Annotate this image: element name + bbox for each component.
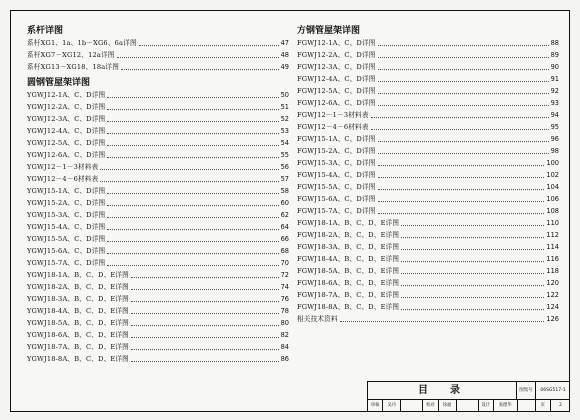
dot-leader [378, 105, 549, 106]
toc-entry-title: YGWJ15-3A、C、D详图 [27, 211, 106, 219]
toc-entry-page: 56 [280, 163, 289, 171]
dot-leader [378, 213, 545, 214]
toc-entry-title: YGWJ18-7A、B、C、D、E详图 [27, 343, 129, 351]
toc-entry [27, 329, 289, 341]
toc-entry [27, 61, 289, 73]
toc-entry-page: 54 [280, 139, 289, 147]
toc-entry-title: YGWJ15-4A、C、D详图 [27, 223, 106, 231]
toc-entry-title: FGWJ12－1－3材料表 [297, 111, 369, 119]
toc-entry-title: FGWJ18-3A、B、C、D、E详图 [297, 243, 400, 251]
toc-entry-page: 58 [280, 187, 289, 195]
toc-entry [27, 125, 289, 137]
toc-entry-title: YGWJ12-5A、C、D详图 [27, 139, 106, 147]
toc-entry-page: 98 [550, 147, 559, 155]
toc-entry-page: 49 [280, 63, 289, 71]
dot-leader [371, 117, 549, 118]
toc-entry-title: FGWJ18-7A、B、C、D、E详图 [297, 291, 400, 299]
toc-entry-title: FGWJ18-4A、B、C、D、E详图 [297, 255, 400, 263]
toc-entry-page: 74 [280, 283, 289, 291]
toc-entry [297, 289, 559, 301]
dot-leader [107, 157, 278, 158]
toc-list [297, 37, 559, 325]
toc-entry [27, 245, 289, 257]
check-signature [457, 400, 479, 412]
toc-entry [27, 341, 289, 353]
toc-entry [297, 205, 559, 217]
toc-entry-page: 104 [546, 183, 559, 191]
design-name: 张德华 [494, 400, 518, 412]
toc-entry-page: 82 [280, 331, 289, 339]
check-label: 校对 [423, 400, 438, 412]
toc-entry-page: 102 [546, 171, 559, 179]
toc-entry-title: FGWJ12-5A、C、D详图 [297, 87, 376, 95]
dot-leader [401, 285, 544, 286]
toc-entry-page: 122 [546, 291, 559, 299]
toc-entry-page: 120 [546, 279, 559, 287]
toc-entry-page: 51 [280, 103, 289, 111]
review-name: 吴丹 [383, 400, 401, 412]
dot-leader [340, 321, 545, 322]
toc-entry-title: FGWJ18-2A、B、C、D、E详图 [297, 231, 400, 239]
toc-entry-page: 72 [280, 271, 289, 279]
dot-leader [131, 349, 279, 350]
toc-entry-page: 52 [280, 115, 289, 123]
toc-entry [27, 185, 289, 197]
toc-entry-title: FGWJ12-2A、C、D详图 [297, 51, 376, 59]
dot-leader [107, 145, 278, 146]
dot-leader [371, 129, 549, 130]
toc-entry-title: FGWJ12-4A、C、D详图 [297, 75, 376, 83]
drawing-sheet [10, 10, 570, 412]
dot-leader [131, 313, 279, 314]
toc-entry [27, 149, 289, 161]
toc-entry-page: 126 [546, 315, 559, 323]
toc-entry-title: YGWJ18-2A、B、C、D、E详图 [27, 283, 129, 291]
toc-entry-page: 64 [280, 223, 289, 231]
toc-entry-title: YGWJ18-5A、B、C、D、E详图 [27, 319, 129, 327]
toc-entry-title: FGWJ18-8A、B、C、D、E详图 [297, 303, 400, 311]
dot-leader [378, 69, 549, 70]
toc-entry-title: YGWJ15-5A、C、D详图 [27, 235, 106, 243]
dot-leader [401, 273, 544, 274]
toc-entry-title: FGWJ18-6A、B、C、D、E详图 [297, 279, 400, 287]
toc-entry-page: 89 [550, 51, 559, 59]
toc-entry [27, 221, 289, 233]
toc-entry [27, 161, 289, 173]
toc-entry-title: YGWJ15-7A、C、D详图 [27, 259, 106, 267]
title-block [367, 381, 570, 412]
toc-entry [27, 37, 289, 49]
toc-entry-page: 88 [550, 39, 559, 47]
dot-leader [401, 297, 544, 298]
dot-leader [378, 81, 549, 82]
toc-entry-title: YGWJ15-6A、C、D详图 [27, 247, 106, 255]
toc-entry [297, 145, 559, 157]
toc-entry [27, 89, 289, 101]
toc-entry [27, 281, 289, 293]
dot-leader [401, 249, 544, 250]
toc-entry-page: 116 [546, 255, 559, 263]
dot-leader [401, 237, 544, 238]
toc-entry-page: 92 [550, 87, 559, 95]
dot-leader [117, 57, 279, 58]
dot-leader [131, 325, 279, 326]
toc-entry [297, 181, 559, 193]
toc-entry [297, 133, 559, 145]
toc-entry-page: 100 [546, 159, 559, 167]
toc-entry-title: FGWJ15-7A、C、D详图 [297, 207, 376, 215]
dot-leader [378, 45, 549, 46]
toc-entry-title: FGWJ15-5A、C、D详图 [297, 183, 376, 191]
toc-entry [27, 317, 289, 329]
dot-leader [131, 277, 279, 278]
toc-entry-title: FGWJ18-1A、B、C、D、E详图 [297, 219, 400, 227]
dot-leader [131, 361, 279, 362]
toc-entry-title: FGWJ12－4－6材料表 [297, 123, 369, 131]
toc-entry-page: 106 [546, 195, 559, 203]
dot-leader [378, 141, 549, 142]
toc-entry [27, 49, 289, 61]
toc-entry-page: 94 [550, 111, 559, 119]
atlas-number: 06SG517-1 [536, 382, 570, 400]
dot-leader [107, 121, 278, 122]
toc-entry [297, 157, 559, 169]
dot-leader [100, 169, 278, 170]
toc-entry-page: 50 [280, 91, 289, 99]
toc-entry-title: YGWJ12-6A、C、D详图 [27, 151, 106, 159]
toc-entry [297, 73, 559, 85]
toc-entry-page: 70 [280, 259, 289, 267]
sheet-title: 目 录 [368, 382, 517, 400]
toc-entry-title: 相关技术资料 [297, 315, 338, 323]
toc-entry-title: YGWJ12-2A、C、D详图 [27, 103, 106, 111]
toc-entry [297, 109, 559, 121]
toc-entry-page: 118 [546, 267, 559, 275]
toc-entry-page: 84 [280, 343, 289, 351]
toc-entry [297, 61, 559, 73]
toc-entry [27, 101, 289, 113]
dot-leader [401, 225, 544, 226]
toc-entry [297, 313, 559, 325]
toc-entry [27, 269, 289, 281]
toc-entry-page: 47 [280, 39, 289, 47]
toc-entry-page: 114 [546, 243, 559, 251]
toc-entry-page: 124 [546, 303, 559, 311]
toc-left-column [27, 25, 289, 365]
toc-entry-title: YGWJ18-1A、B、C、D、E详图 [27, 271, 129, 279]
toc-entry [297, 121, 559, 133]
toc-entry [297, 277, 559, 289]
toc-entry-title: YGWJ12－4－6材料表 [27, 175, 99, 183]
toc-entry-title: YGWJ15-2A、C、D详图 [27, 199, 106, 207]
toc-entry-title: 系杆XG1、1a、1b－XG6、6a详图 [27, 39, 137, 47]
review-label: 审核 [368, 400, 383, 412]
dot-leader [107, 217, 278, 218]
dot-leader [107, 97, 278, 98]
section-heading: 方钢管屋架详图 [297, 26, 361, 36]
dot-leader [107, 193, 278, 194]
toc-entry-page: 66 [280, 235, 289, 243]
toc-entry-title: YGWJ12-1A、C、D详图 [27, 91, 106, 99]
toc-entry-title: YGWJ18-6A、B、C、D、E详图 [27, 331, 129, 339]
toc-entry [297, 49, 559, 61]
toc-entry-title: YGWJ18-3A、B、C、D、E详图 [27, 295, 129, 303]
dot-leader [378, 189, 545, 190]
toc-entry-page: 76 [280, 295, 289, 303]
dot-leader [378, 57, 549, 58]
toc-entry-page: 112 [546, 231, 559, 239]
toc-entry-page: 55 [280, 151, 289, 159]
dot-leader [131, 337, 279, 338]
toc-entry [297, 229, 559, 241]
dot-leader [378, 201, 545, 202]
design-label: 设计 [479, 400, 494, 412]
toc-entry [297, 241, 559, 253]
toc-right-column [297, 25, 559, 325]
toc-entry-title: FGWJ15-4A、C、D详图 [297, 171, 376, 179]
toc-entry-title: FGWJ12-1A、C、D详图 [297, 39, 376, 47]
toc-entry-page: 78 [280, 307, 289, 315]
dot-leader [401, 309, 544, 310]
toc-entry-title: FGWJ18-5A、B、C、D、E详图 [297, 267, 400, 275]
toc-entry [27, 209, 289, 221]
dot-leader [378, 93, 549, 94]
toc-entry [297, 265, 559, 277]
toc-entry-page: 93 [550, 99, 559, 107]
dot-leader [131, 289, 279, 290]
toc-list [27, 37, 289, 73]
check-name: 徐福 [439, 400, 457, 412]
toc-entry [297, 253, 559, 265]
toc-entry-title: YGWJ18-4A、B、C、D、E详图 [27, 307, 129, 315]
toc-entry-page: 57 [280, 175, 289, 183]
page-label: 页 [536, 400, 551, 412]
toc-entry [27, 113, 289, 125]
toc-entry [27, 293, 289, 305]
toc-entry-title: YGWJ12-4A、C、D详图 [27, 127, 106, 135]
page-number: 2 [559, 403, 562, 408]
toc-entry-title: YGWJ15-1A、C、D详图 [27, 187, 106, 195]
toc-entry [27, 137, 289, 149]
section-heading: 圆钢管屋架详图 [27, 78, 91, 88]
dot-leader [107, 229, 278, 230]
toc-entry-title: YGWJ18-8A、B、C、D、E详图 [27, 355, 129, 363]
toc-entry-page: 86 [280, 355, 289, 363]
dot-leader [378, 153, 549, 154]
dot-leader [107, 265, 278, 266]
toc-entry-title: FGWJ15-3A、C、D详图 [297, 159, 376, 167]
toc-entry [297, 37, 559, 49]
toc-entry [27, 305, 289, 317]
toc-entry-page: 53 [280, 127, 289, 135]
toc-entry-page: 68 [280, 247, 289, 255]
toc-list [27, 89, 289, 365]
toc-entry-page: 48 [280, 51, 289, 59]
toc-entry [27, 197, 289, 209]
toc-entry-page: 108 [546, 207, 559, 215]
toc-entry-page: 96 [550, 135, 559, 143]
signature-row [368, 400, 570, 412]
design-signature [518, 400, 536, 412]
toc-entry-title: FGWJ15-6A、C、D详图 [297, 195, 376, 203]
dot-leader [107, 109, 278, 110]
toc-entry-title: YGWJ12-3A、C、D详图 [27, 115, 106, 123]
toc-entry-page: 60 [280, 199, 289, 207]
dot-leader [139, 45, 279, 46]
toc-entry-page: 91 [550, 75, 559, 83]
toc-entry [27, 173, 289, 185]
toc-entry-page: 80 [280, 319, 289, 327]
dot-leader [131, 301, 279, 302]
toc-entry-title: FGWJ12-6A、C、D详图 [297, 99, 376, 107]
dot-leader [378, 177, 545, 178]
toc-entry [297, 301, 559, 313]
dot-leader [107, 205, 278, 206]
toc-entry-page: 110 [546, 219, 559, 227]
toc-entry [297, 169, 559, 181]
toc-entry-page: 90 [550, 63, 559, 71]
review-signature [401, 400, 423, 412]
toc-entry [27, 257, 289, 269]
atlas-number-label: 图集号 [517, 382, 536, 400]
toc-entry-page: 95 [550, 123, 559, 131]
toc-entry-title: FGWJ15-1A、C、D详图 [297, 135, 376, 143]
toc-entry-title: 系杆XG13－XG18、18a详图 [27, 63, 119, 71]
toc-entry-page: 62 [280, 211, 289, 219]
toc-entry [297, 85, 559, 97]
toc-entry-title: FGWJ12-3A、C、D详图 [297, 63, 376, 71]
toc-entry [297, 97, 559, 109]
toc-entry [27, 233, 289, 245]
toc-entry-title: YGWJ12－1－3材料表 [27, 163, 99, 171]
dot-leader [401, 261, 544, 262]
section-heading: 系杆详图 [27, 26, 64, 36]
dot-leader [107, 253, 278, 254]
toc-entry-title: FGWJ15-2A、C、D详图 [297, 147, 376, 155]
toc-entry-title: 系杆XG7－XG12、12a详图 [27, 51, 115, 59]
dot-leader [100, 181, 278, 182]
toc-entry [297, 193, 559, 205]
dot-leader [378, 165, 545, 166]
dot-leader [107, 241, 278, 242]
dot-leader [121, 69, 279, 70]
toc-entry [27, 353, 289, 365]
dot-leader [107, 133, 278, 134]
toc-entry [297, 217, 559, 229]
